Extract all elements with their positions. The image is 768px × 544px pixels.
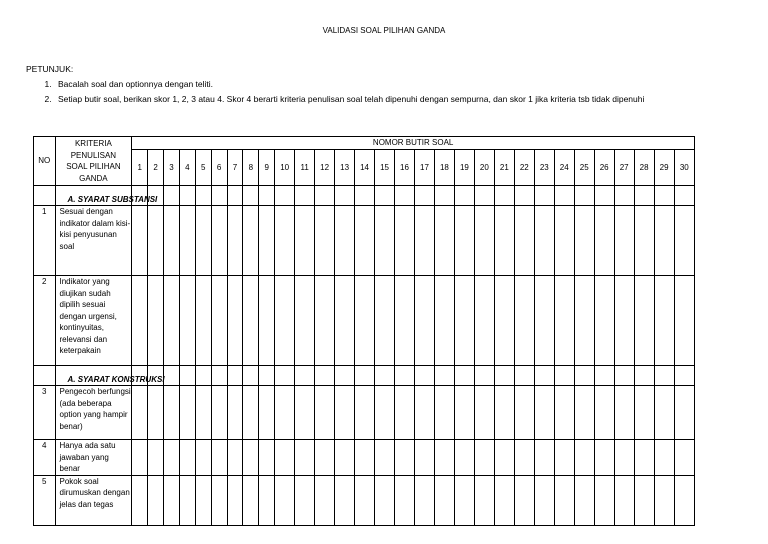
instructions bbox=[26, 62, 644, 107]
score-cell[interactable] bbox=[211, 475, 227, 525]
item-number-18: 18 bbox=[434, 149, 454, 185]
score-cell[interactable] bbox=[375, 475, 395, 525]
score-cell[interactable] bbox=[614, 440, 634, 476]
score-cell[interactable] bbox=[335, 276, 355, 366]
score-cell[interactable] bbox=[395, 440, 415, 476]
score-cell[interactable] bbox=[243, 440, 259, 476]
score-cell[interactable] bbox=[227, 386, 243, 440]
score-cell[interactable] bbox=[414, 206, 434, 276]
score-cell[interactable] bbox=[375, 366, 395, 386]
score-cell[interactable] bbox=[614, 366, 634, 386]
score-cell[interactable] bbox=[355, 366, 375, 386]
document-title: VALIDASI SOAL PILIHAN GANDA bbox=[322, 26, 446, 35]
score-cell[interactable] bbox=[414, 475, 434, 525]
score-cell[interactable] bbox=[275, 386, 295, 440]
score-cell[interactable] bbox=[275, 186, 295, 206]
score-cell[interactable] bbox=[315, 186, 335, 206]
score-cell[interactable] bbox=[315, 206, 335, 276]
score-cell[interactable] bbox=[514, 386, 534, 440]
item-number-16: 16 bbox=[395, 149, 415, 185]
row-number: 4 bbox=[34, 440, 56, 476]
score-cell[interactable] bbox=[494, 386, 514, 440]
score-cell[interactable] bbox=[275, 366, 295, 386]
score-cell[interactable] bbox=[534, 206, 554, 276]
item-number-24: 24 bbox=[554, 149, 574, 185]
score-cell[interactable] bbox=[554, 475, 574, 525]
score-cell[interactable] bbox=[474, 386, 494, 440]
item-number-4: 4 bbox=[179, 149, 195, 185]
score-cell[interactable] bbox=[534, 186, 554, 206]
item-number-17: 17 bbox=[414, 149, 434, 185]
score-cell[interactable] bbox=[275, 440, 295, 476]
score-cell[interactable] bbox=[654, 366, 674, 386]
criteria-row bbox=[34, 206, 695, 276]
score-cell[interactable] bbox=[259, 386, 275, 440]
score-cell[interactable] bbox=[335, 366, 355, 386]
section-label: A. SYARAT KONSTRUKSI bbox=[55, 366, 132, 386]
score-cell[interactable] bbox=[179, 206, 195, 276]
score-cell[interactable] bbox=[634, 206, 654, 276]
item-number-5: 5 bbox=[195, 149, 211, 185]
score-cell[interactable] bbox=[295, 206, 315, 276]
score-cell[interactable] bbox=[132, 475, 148, 525]
score-cell[interactable] bbox=[259, 440, 275, 476]
item-number-28: 28 bbox=[634, 149, 654, 185]
score-cell[interactable] bbox=[179, 386, 195, 440]
score-cell[interactable] bbox=[454, 386, 474, 440]
score-cell[interactable] bbox=[355, 186, 375, 206]
score-cell[interactable] bbox=[179, 276, 195, 366]
score-cell[interactable] bbox=[514, 475, 534, 525]
score-cell[interactable] bbox=[132, 440, 148, 476]
score-cell[interactable] bbox=[275, 475, 295, 525]
item-number-27: 27 bbox=[614, 149, 634, 185]
item-number-9: 9 bbox=[259, 149, 275, 185]
score-cell[interactable] bbox=[259, 276, 275, 366]
score-cell[interactable] bbox=[375, 386, 395, 440]
item-number-13: 13 bbox=[335, 149, 355, 185]
score-cell[interactable] bbox=[434, 440, 454, 476]
score-cell[interactable] bbox=[148, 276, 164, 366]
score-cell[interactable] bbox=[243, 276, 259, 366]
score-cell[interactable] bbox=[574, 186, 594, 206]
score-cell[interactable] bbox=[654, 386, 674, 440]
score-cell[interactable] bbox=[243, 186, 259, 206]
score-cell[interactable] bbox=[275, 206, 295, 276]
score-cell[interactable] bbox=[395, 386, 415, 440]
score-cell[interactable] bbox=[494, 366, 514, 386]
score-cell[interactable] bbox=[634, 475, 654, 525]
score-cell[interactable] bbox=[474, 276, 494, 366]
score-cell[interactable] bbox=[674, 276, 694, 366]
score-cell[interactable] bbox=[634, 440, 654, 476]
score-cell[interactable] bbox=[554, 386, 574, 440]
score-cell[interactable] bbox=[243, 475, 259, 525]
score-cell[interactable] bbox=[295, 276, 315, 366]
score-cell[interactable] bbox=[395, 366, 415, 386]
score-cell[interactable] bbox=[355, 475, 375, 525]
score-cell[interactable] bbox=[414, 440, 434, 476]
score-cell[interactable] bbox=[164, 186, 180, 206]
item-number-11: 11 bbox=[295, 149, 315, 185]
score-cell[interactable] bbox=[355, 440, 375, 476]
item-number-1: 1 bbox=[132, 149, 148, 185]
score-cell[interactable] bbox=[674, 366, 694, 386]
score-cell[interactable] bbox=[227, 475, 243, 525]
score-cell[interactable] bbox=[454, 440, 474, 476]
score-cell[interactable] bbox=[243, 206, 259, 276]
score-cell[interactable] bbox=[634, 386, 654, 440]
score-cell[interactable] bbox=[259, 366, 275, 386]
score-cell[interactable] bbox=[132, 276, 148, 366]
score-cell[interactable] bbox=[574, 475, 594, 525]
score-cell[interactable] bbox=[395, 475, 415, 525]
item-number-19: 19 bbox=[454, 149, 474, 185]
score-cell[interactable] bbox=[654, 186, 674, 206]
score-cell[interactable] bbox=[514, 276, 534, 366]
score-cell[interactable] bbox=[674, 386, 694, 440]
section-row bbox=[34, 186, 695, 206]
score-cell[interactable] bbox=[434, 186, 454, 206]
score-cell[interactable] bbox=[132, 206, 148, 276]
criteria-text: Hanya ada satu jawaban yang benar bbox=[55, 440, 132, 476]
score-cell[interactable] bbox=[634, 276, 654, 366]
score-cell[interactable] bbox=[594, 276, 614, 366]
score-cell[interactable] bbox=[434, 475, 454, 525]
score-cell[interactable] bbox=[414, 186, 434, 206]
score-cell[interactable] bbox=[454, 206, 474, 276]
score-cell[interactable] bbox=[211, 386, 227, 440]
score-cell[interactable] bbox=[315, 475, 335, 525]
item-number-21: 21 bbox=[494, 149, 514, 185]
section-row bbox=[34, 366, 695, 386]
score-cell[interactable] bbox=[494, 475, 514, 525]
score-cell[interactable] bbox=[335, 440, 355, 476]
section-label: A. SYARAT SUBSTANSI bbox=[55, 186, 132, 206]
score-cell[interactable] bbox=[259, 186, 275, 206]
score-cell[interactable] bbox=[574, 276, 594, 366]
score-cell[interactable] bbox=[434, 276, 454, 366]
score-cell[interactable] bbox=[195, 386, 211, 440]
score-cell[interactable] bbox=[148, 386, 164, 440]
score-cell[interactable] bbox=[179, 366, 195, 386]
score-cell[interactable] bbox=[514, 366, 534, 386]
score-cell[interactable] bbox=[211, 276, 227, 366]
criteria-text: Indikator yang diujikan sudah dipilih sesuai dengan urgensi, kontinyuitas, relevansi dan keterpakain bbox=[55, 276, 132, 366]
item-number-14: 14 bbox=[355, 149, 375, 185]
score-cell[interactable] bbox=[227, 276, 243, 366]
criteria-text: Pokok soal dirumuskan dengan jelas dan tegas bbox=[55, 475, 132, 525]
item-number-2: 2 bbox=[148, 149, 164, 185]
score-cell[interactable] bbox=[164, 206, 180, 276]
criteria-row bbox=[34, 475, 695, 525]
score-cell[interactable] bbox=[634, 366, 654, 386]
item-number-22: 22 bbox=[514, 149, 534, 185]
item-number-6: 6 bbox=[211, 149, 227, 185]
score-cell[interactable] bbox=[295, 366, 315, 386]
item-number-20: 20 bbox=[474, 149, 494, 185]
score-cell[interactable] bbox=[132, 386, 148, 440]
score-cell[interactable] bbox=[674, 475, 694, 525]
score-cell[interactable] bbox=[434, 206, 454, 276]
score-cell[interactable] bbox=[355, 386, 375, 440]
score-cell[interactable] bbox=[514, 440, 534, 476]
score-cell[interactable] bbox=[315, 276, 335, 366]
score-cell[interactable] bbox=[148, 440, 164, 476]
header-kriteria: KRITERIA PENULISAN SOAL PILIHAN GANDA bbox=[55, 137, 132, 186]
row-number: 1 bbox=[34, 206, 56, 276]
score-cell[interactable] bbox=[355, 206, 375, 276]
score-cell[interactable] bbox=[335, 386, 355, 440]
score-cell[interactable] bbox=[335, 206, 355, 276]
score-cell[interactable] bbox=[674, 186, 694, 206]
score-cell[interactable] bbox=[574, 386, 594, 440]
score-cell[interactable] bbox=[395, 186, 415, 206]
score-cell[interactable] bbox=[594, 475, 614, 525]
score-cell[interactable] bbox=[395, 206, 415, 276]
score-cell[interactable] bbox=[454, 475, 474, 525]
score-cell[interactable] bbox=[259, 206, 275, 276]
row-number: 2 bbox=[34, 276, 56, 366]
score-cell[interactable] bbox=[614, 276, 634, 366]
score-cell[interactable] bbox=[164, 440, 180, 476]
header-nomor-butir-soal: NOMOR BUTIR SOAL bbox=[132, 137, 695, 150]
score-cell[interactable] bbox=[474, 206, 494, 276]
score-cell[interactable] bbox=[654, 276, 674, 366]
instructions-list bbox=[26, 77, 644, 107]
score-cell[interactable] bbox=[243, 386, 259, 440]
score-cell[interactable] bbox=[375, 440, 395, 476]
score-cell[interactable] bbox=[315, 366, 335, 386]
score-cell[interactable] bbox=[614, 386, 634, 440]
score-cell[interactable] bbox=[395, 276, 415, 366]
score-cell[interactable] bbox=[454, 276, 474, 366]
item-number-30: 30 bbox=[674, 149, 694, 185]
score-cell[interactable] bbox=[514, 186, 534, 206]
score-cell[interactable] bbox=[534, 386, 554, 440]
score-cell[interactable] bbox=[594, 440, 614, 476]
score-cell[interactable] bbox=[375, 186, 395, 206]
item-number-10: 10 bbox=[275, 149, 295, 185]
score-cell[interactable] bbox=[414, 386, 434, 440]
item-number-3: 3 bbox=[164, 149, 180, 185]
item-number-26: 26 bbox=[594, 149, 614, 185]
score-cell[interactable] bbox=[227, 186, 243, 206]
score-cell[interactable] bbox=[164, 366, 180, 386]
score-cell[interactable] bbox=[494, 440, 514, 476]
item-number-23: 23 bbox=[534, 149, 554, 185]
validation-table bbox=[33, 136, 695, 526]
score-cell[interactable] bbox=[295, 475, 315, 525]
score-cell[interactable] bbox=[594, 206, 614, 276]
score-cell[interactable] bbox=[164, 276, 180, 366]
score-cell[interactable] bbox=[179, 475, 195, 525]
header-numbers-row bbox=[34, 149, 695, 185]
criteria-text: Pengecoh berfungsi (ada beberapa option yang hampir benar) bbox=[55, 386, 132, 440]
instructions-label: PETUNJUK: bbox=[26, 64, 74, 74]
item-number-25: 25 bbox=[574, 149, 594, 185]
score-cell[interactable] bbox=[355, 276, 375, 366]
score-cell[interactable] bbox=[335, 186, 355, 206]
criteria-row bbox=[34, 276, 695, 366]
score-cell[interactable] bbox=[414, 366, 434, 386]
score-cell[interactable] bbox=[375, 206, 395, 276]
row-number: 3 bbox=[34, 386, 56, 440]
score-cell[interactable] bbox=[243, 366, 259, 386]
score-cell[interactable] bbox=[335, 475, 355, 525]
score-cell[interactable] bbox=[164, 475, 180, 525]
score-cell[interactable] bbox=[211, 366, 227, 386]
score-cell[interactable] bbox=[674, 206, 694, 276]
score-cell[interactable] bbox=[295, 386, 315, 440]
score-cell[interactable] bbox=[195, 475, 211, 525]
criteria-text: Sesuai dengan indikator dalam kisi-kisi penyusunan soal bbox=[55, 206, 132, 276]
section-no-cell bbox=[34, 186, 56, 206]
score-cell[interactable] bbox=[494, 186, 514, 206]
score-cell[interactable] bbox=[554, 440, 574, 476]
score-cell[interactable] bbox=[574, 206, 594, 276]
score-cell[interactable] bbox=[574, 440, 594, 476]
score-cell[interactable] bbox=[164, 386, 180, 440]
criteria-row bbox=[34, 386, 695, 440]
score-cell[interactable] bbox=[434, 366, 454, 386]
score-cell[interactable] bbox=[434, 386, 454, 440]
score-cell[interactable] bbox=[494, 276, 514, 366]
item-number-12: 12 bbox=[315, 149, 335, 185]
score-cell[interactable] bbox=[574, 366, 594, 386]
score-cell[interactable] bbox=[295, 186, 315, 206]
row-number: 5 bbox=[34, 475, 56, 525]
item-number-29: 29 bbox=[654, 149, 674, 185]
score-cell[interactable] bbox=[227, 206, 243, 276]
score-cell[interactable] bbox=[614, 206, 634, 276]
score-cell[interactable] bbox=[315, 440, 335, 476]
score-cell[interactable] bbox=[674, 440, 694, 476]
score-cell[interactable] bbox=[211, 186, 227, 206]
score-cell[interactable] bbox=[259, 475, 275, 525]
header-no: NO bbox=[34, 137, 56, 186]
score-cell[interactable] bbox=[614, 186, 634, 206]
score-cell[interactable] bbox=[195, 206, 211, 276]
item-number-15: 15 bbox=[375, 149, 395, 185]
score-cell[interactable] bbox=[315, 386, 335, 440]
score-cell[interactable] bbox=[554, 186, 574, 206]
criteria-row bbox=[34, 440, 695, 476]
score-cell[interactable] bbox=[534, 366, 554, 386]
score-cell[interactable] bbox=[179, 440, 195, 476]
score-cell[interactable] bbox=[634, 186, 654, 206]
instruction-item: 2. Setiap butir soal, berikan skor 1, 2, 3 atau 4. Skor 4 berarti kriteria penulisan soal telah dipenuhi dengan sempurna, dan skor 1 jika kriteria tsb tidak dipenuhi bbox=[54, 92, 644, 107]
score-cell[interactable] bbox=[494, 206, 514, 276]
score-cell[interactable] bbox=[554, 276, 574, 366]
score-cell[interactable] bbox=[195, 440, 211, 476]
score-cell[interactable] bbox=[474, 440, 494, 476]
score-cell[interactable] bbox=[514, 206, 534, 276]
header-row bbox=[34, 137, 695, 150]
score-cell[interactable] bbox=[534, 276, 554, 366]
score-cell[interactable] bbox=[594, 366, 614, 386]
score-cell[interactable] bbox=[594, 386, 614, 440]
score-cell[interactable] bbox=[211, 440, 227, 476]
score-cell[interactable] bbox=[148, 475, 164, 525]
score-cell[interactable] bbox=[195, 366, 211, 386]
score-cell[interactable] bbox=[179, 186, 195, 206]
instruction-item: 1. Bacalah soal dan optionnya dengan teliti. bbox=[54, 77, 644, 92]
score-cell[interactable] bbox=[295, 440, 315, 476]
score-cell[interactable] bbox=[195, 186, 211, 206]
score-cell[interactable] bbox=[654, 206, 674, 276]
score-cell[interactable] bbox=[534, 475, 554, 525]
score-cell[interactable] bbox=[474, 366, 494, 386]
score-cell[interactable] bbox=[227, 440, 243, 476]
score-cell[interactable] bbox=[654, 475, 674, 525]
score-cell[interactable] bbox=[275, 276, 295, 366]
score-cell[interactable] bbox=[554, 366, 574, 386]
score-cell[interactable] bbox=[211, 206, 227, 276]
score-cell[interactable] bbox=[534, 440, 554, 476]
score-cell[interactable] bbox=[375, 276, 395, 366]
score-cell[interactable] bbox=[654, 440, 674, 476]
score-cell[interactable] bbox=[474, 186, 494, 206]
score-cell[interactable] bbox=[474, 475, 494, 525]
section-no-cell bbox=[34, 366, 56, 386]
score-cell[interactable] bbox=[195, 276, 211, 366]
item-number-8: 8 bbox=[243, 149, 259, 185]
score-cell[interactable] bbox=[454, 186, 474, 206]
score-cell[interactable] bbox=[614, 475, 634, 525]
score-cell[interactable] bbox=[554, 206, 574, 276]
score-cell[interactable] bbox=[148, 206, 164, 276]
score-cell[interactable] bbox=[227, 366, 243, 386]
score-cell[interactable] bbox=[454, 366, 474, 386]
score-cell[interactable] bbox=[414, 276, 434, 366]
score-cell[interactable] bbox=[594, 186, 614, 206]
item-number-7: 7 bbox=[227, 149, 243, 185]
